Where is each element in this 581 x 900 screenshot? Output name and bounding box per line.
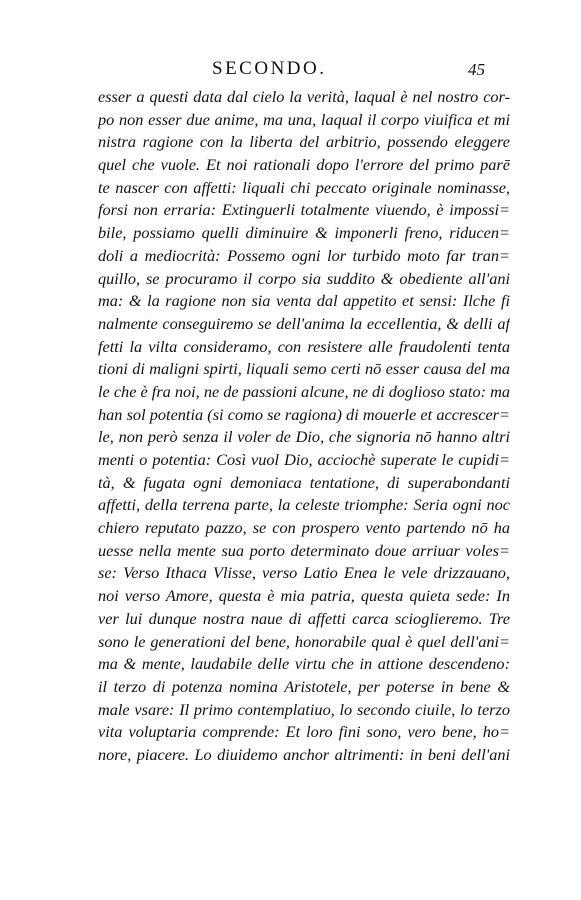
- text-line: tioni di maligni spirti, liquali semo certi nō esser causa del ma: [98, 359, 510, 379]
- text-line: noi verso Amore, questa è mia patria, questa quieta sede: In: [98, 586, 510, 606]
- text-line: tà, & fugata ogni demoniaca tentatione, di superabondanti: [98, 472, 510, 492]
- text-line: le che è fra noi, ne de passioni alcune, ne di doglioso stato: ma: [98, 381, 510, 401]
- text-line: nalmente conseguiremo se dell'anima la eccellentia, & delli af: [98, 313, 510, 333]
- text-line: esser a questi data dal cielo la verità, laqual è nel nostro cor-: [98, 87, 510, 106]
- running-head: SECONDO.: [212, 58, 327, 79]
- text-line: quel che vuole. Et noi rationali dopo l'errore del primo parē: [98, 155, 510, 175]
- page-number: 45: [468, 60, 485, 79]
- text-line: vita voluptaria comprende: Et loro fini sono, vero bene, ho=: [98, 722, 510, 742]
- text-line: nistra ragione con la liberta del arbitrio, possendo eleggere: [98, 132, 510, 152]
- text-line: doli a mediocrità: Possemo ogni lor turbido moto far tran=: [98, 245, 510, 265]
- text-line: male vsare: Il primo contemplatiuo, lo secondo ciuile, lo terzo: [98, 699, 510, 719]
- text-line: forsi non erraria: Extinguerli totalmente viuendo, è impossi=: [98, 200, 510, 220]
- text-line: sono le generationi del bene, honorabile qual è quel dell'ani=: [98, 631, 510, 651]
- text-line: uesse nella mente sua porto determinato doue arriuar voles=: [98, 540, 510, 560]
- text-line: fetti la vilta consideramo, con resistere alle fraudolenti tenta: [98, 336, 510, 356]
- text-line: quillo, se procuramo il corpo sia suddito & obediente all'ani: [98, 268, 510, 288]
- text-line: menti o potentia: Così vuol Dio, acciochè superate le cupidi=: [98, 450, 510, 469]
- text-line: bile, possiamo quelli diminuire & imponerli freno, riducen=: [98, 223, 510, 243]
- text-line: ver lui dunque nostra naue di affetti carca scioglieremo. Tre: [98, 608, 510, 628]
- text-line: le, non però senza il voler de Dio, che signoria nō hanno altri: [98, 427, 510, 447]
- text-line: han sol potentia (si como se ragiona) di mouerle et accrescer=: [98, 404, 510, 424]
- text-line: se: Verso Ithaca Vlisse, verso Latio Enea le vele drizzauano,: [98, 563, 510, 583]
- text-line: ma & mente, laudabile delle virtu che in attione descendeno:: [98, 654, 510, 674]
- text-line: te nascer con affetti: liquali chi peccato originale nominasse,: [98, 177, 510, 197]
- text-line: il terzo di potenza nomina Aristotele, per poterse in bene &: [98, 676, 510, 696]
- text-line: affetti, della terrena parte, la celeste triomphe: Seria ogni noc: [98, 495, 510, 515]
- text-line: ma: & la ragione non sia venta dal appetito et sensi: Ilche fi: [98, 291, 510, 311]
- text-line: nore, piacere. Lo diuidemo anchor altrimenti: in beni dell'ani: [98, 744, 510, 764]
- body-text: [98, 86, 510, 767]
- text-line: po non esser due anime, ma una, laqual il corpo viuifica et mi: [98, 109, 510, 129]
- text-line: chiero reputato pazzo, se con prospero vento partendo nō ha: [98, 518, 510, 538]
